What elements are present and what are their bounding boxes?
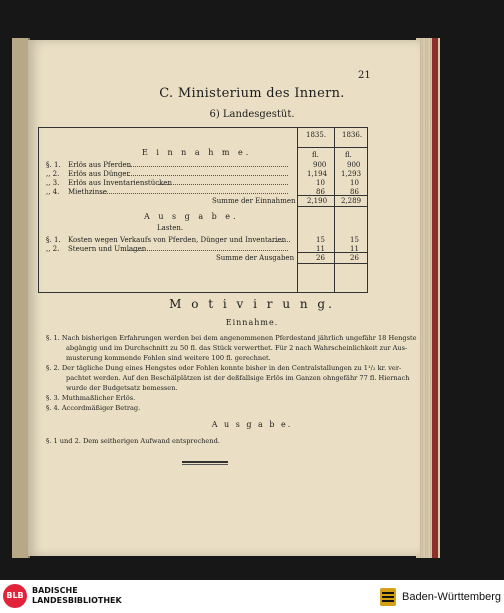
table-sum-rule <box>297 263 367 264</box>
row-label: Kosten wegen Verkaufs von Pferden, Dünger und Inventarien <box>68 236 287 244</box>
paragraph-number: §. 1. <box>46 161 61 169</box>
year-1836-header: 1836. <box>342 131 363 139</box>
value-1835: 11 <box>316 245 325 253</box>
dot-leader <box>128 245 288 251</box>
table-sum-rule <box>297 206 367 207</box>
ausgabe-sum-1835: 26 <box>316 254 325 262</box>
motivierung-heading: M o t i v i r u n g. <box>169 297 335 311</box>
value-1835: 900 <box>313 161 327 169</box>
bw-coat-of-arms-icon[interactable] <box>378 586 398 608</box>
row-label: Erlös aus Inventarienstücken <box>68 179 173 187</box>
paragraph-number: ,, 4. <box>46 188 60 196</box>
motivierung-ausgabe-line: §. 1 und 2. Dem seitherigen Aufwand entsprechend. <box>46 437 220 445</box>
value-1835: 15 <box>316 236 325 244</box>
blb-line-2: LANDESBIBLIOTHEK <box>32 596 122 605</box>
value-1836: 11 <box>350 245 359 253</box>
einnahme-sum-1836: 2,289 <box>341 197 362 205</box>
blb-library-name[interactable] <box>32 586 122 606</box>
dot-leader <box>158 179 288 185</box>
motivierung-line: §. 3. Muthmaßlicher Erlös. <box>46 394 136 402</box>
value-1836: 900 <box>347 161 361 169</box>
motivierung-line: §. 4. Accordmäßiger Betrag. <box>46 404 141 412</box>
section-heading: 6) Landesgestüt. <box>209 109 295 120</box>
lasten-heading: Lasten. <box>157 224 184 232</box>
unit-label: fl. <box>345 151 352 159</box>
ausgabe-sum-1836: 26 <box>350 254 359 262</box>
closing-rule <box>182 461 228 463</box>
ausgabe-sum-label: Summe der Ausgaben <box>216 254 295 262</box>
paragraph-number: §. 1. <box>46 236 61 244</box>
motivierung-line: pachtet werden. Auf den Beschälplätzen ist der deßfallsige Erlös im Ganzen ohngefähr 77 fl. Hiernach <box>66 374 410 382</box>
ausgabe-table-heading: A u s g a b e. <box>144 212 239 221</box>
closing-rule <box>182 464 228 465</box>
dot-leader <box>100 188 288 194</box>
einnahme-sum-1835: 2,190 <box>307 197 328 205</box>
table-column-divider <box>334 128 335 292</box>
value-1836: 15 <box>350 236 359 244</box>
value-1836: 1,293 <box>341 170 362 178</box>
row-label: Erlös aus Pferden <box>68 161 132 169</box>
value-1836: 86 <box>350 188 359 196</box>
page-number: 21 <box>358 70 371 81</box>
blb-line-1: BADISCHE <box>32 586 78 595</box>
table-header-rule <box>297 147 367 148</box>
dot-leader <box>128 170 288 176</box>
motivierung-line: wurde der Budgetsatz bemessen. <box>66 384 178 392</box>
motivierung-line: musterung kommende Fohlen sind weitere 100 fl. gerechnet. <box>66 354 271 362</box>
value-1836: 10 <box>350 179 359 187</box>
bw-logo-text[interactable]: Baden-Württemberg <box>402 591 502 603</box>
motivierung-line: §. 1. Nach bisherigen Erfahrungen werden bei dem angenommenen Pferdestand jährlich ungefähr 18 Hengste <box>46 334 417 342</box>
motivierung-line: abgängig und im Durchschnitt zu 50 fl. das Stück verwerthet. Für 2 nach Wahrscheinlichkeit zur Aus- <box>66 344 408 352</box>
value-1835: 86 <box>316 188 325 196</box>
row-label: Miethzinse <box>68 188 108 196</box>
blb-logo-icon[interactable]: BLB <box>3 584 27 608</box>
paragraph-number: ,, 2. <box>46 170 60 178</box>
row-label: Steuern und Umlagen <box>68 245 147 253</box>
einnahme-table-heading: E i n n a h m e. <box>142 148 252 157</box>
value-1835: 1,194 <box>307 170 328 178</box>
paragraph-number: ,, 3. <box>46 179 60 187</box>
unit-label: fl. <box>312 151 319 159</box>
einnahme-sum-label: Summe der Einnahmen <box>212 197 296 205</box>
motivierung-ausgabe-heading: A u s g a b e. <box>211 420 293 429</box>
motivierung-einnahme-heading: Einnahme. <box>225 318 279 327</box>
dot-leader <box>128 161 288 167</box>
row-label: Erlös aus Dünger <box>68 170 130 178</box>
year-1835-header: 1835. <box>306 131 327 139</box>
table-column-divider <box>297 128 298 292</box>
paragraph-number: ,, 2. <box>46 245 60 253</box>
ministry-heading: C. Ministerium des Innern. <box>159 86 345 101</box>
dot-leader <box>272 236 290 242</box>
value-1835: 10 <box>316 179 325 187</box>
motivierung-line: §. 2. Der tägliche Dung eines Hengstes oder Fohlen konnte bisher in den Centralstallungen zu 1¹/₂ kr. ver- <box>46 364 402 372</box>
